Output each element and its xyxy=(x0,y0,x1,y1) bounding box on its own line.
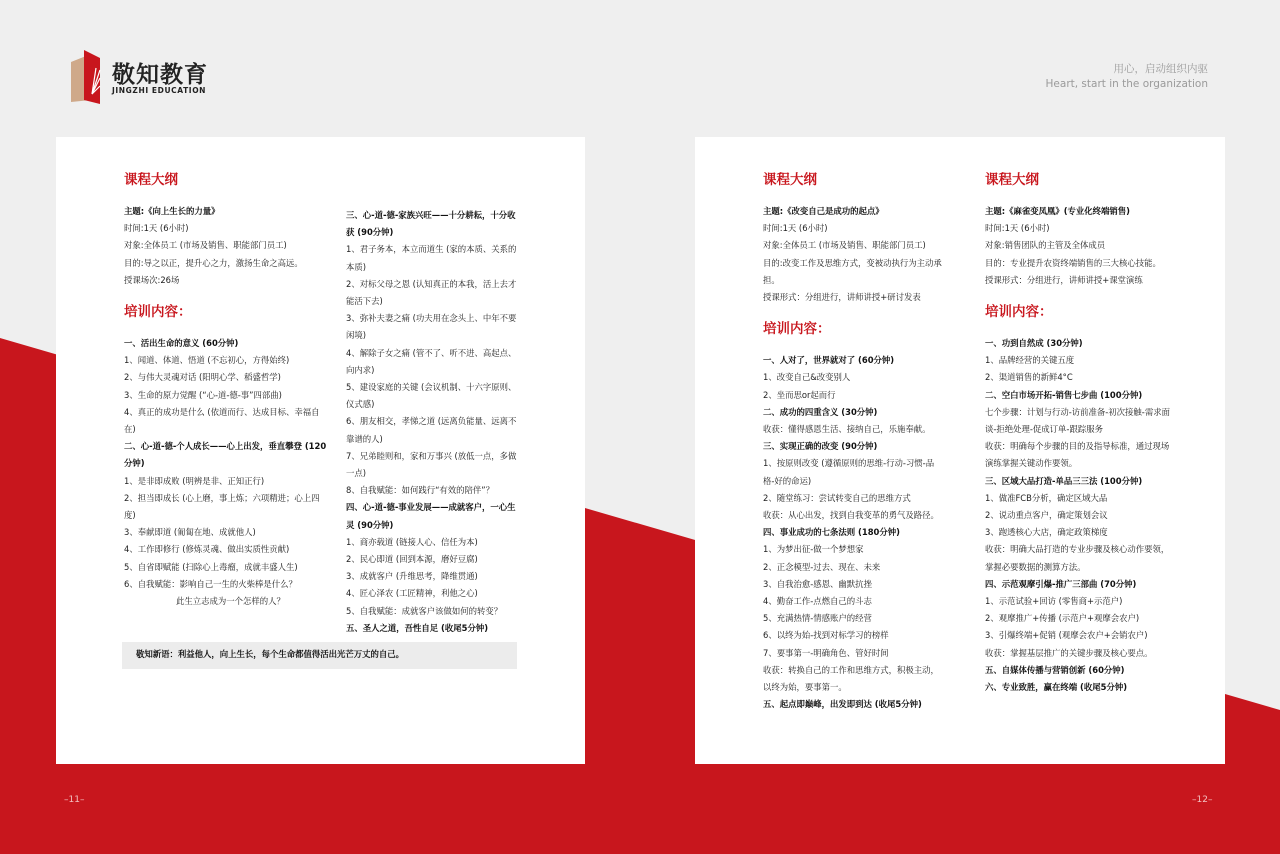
section-title: 四、示范观摩引爆-推广三部曲 (70分钟) xyxy=(985,578,1137,589)
course-outline-heading: 课程大纲 xyxy=(985,172,1039,188)
page-left xyxy=(56,137,585,764)
outline-line: 4、工作即修行 (修炼灵魂、做出实质性贡献) xyxy=(124,544,290,555)
right-col-1 xyxy=(763,171,943,713)
outline-line: 收获：懂得感恩生活、接纳自己，乐施奉献。 xyxy=(763,424,931,435)
outline-line: 1、是非即成败 (明辨是非、正知正行) xyxy=(124,475,265,486)
outline-line: 2、说动重点客户，确定策划会议 xyxy=(985,510,1108,521)
outline-line: 对象:全体员工 (市场及销售、职能部门员工) xyxy=(763,240,926,251)
section-title: 三、心-道-德-家族兴旺——十分耕耘，十分收获 (90分钟) xyxy=(346,210,516,238)
outline-line: 1、按原则改变 (遵循原则的思维-行动-习惯-品格-好的命运) xyxy=(763,458,935,486)
outline-line: 1、示范试验+回访 (零售商+示范户) xyxy=(985,596,1123,607)
quote-box xyxy=(122,642,517,669)
outline-line: 5、自我赋能：成就客户该做如何的转变？ xyxy=(346,605,503,616)
course-info xyxy=(985,203,1175,289)
outline-line: 收获：转换自己的工作和思维方式，积极主动，以终为始，要事第一。 xyxy=(763,664,939,693)
outline-line: 对象:销售团队的主管及全体成员 xyxy=(985,240,1106,251)
outline-line: 时间:1天 (6小时) xyxy=(124,223,189,234)
outline-line: 2、对标父母之恩 (认知真正的本我，活上去才能活下去) xyxy=(346,278,517,307)
section-title: 四、心-道-德-事业发展——成就客户，一心生灵 (90分钟) xyxy=(346,502,516,530)
outline-line: 3、奉献即道 (匍匐在地、成就他人) xyxy=(124,527,256,538)
brand-name-cn: 敬知教育 xyxy=(112,62,208,88)
section-title: 主题:《麻雀变凤凰》(专业化终端销售) xyxy=(985,206,1131,216)
outline-line: 收获：从心出发，找到自我变革的勇气及路径。 xyxy=(763,510,939,521)
section-title: 四、事业成功的七条法则 (180分钟) xyxy=(763,527,900,538)
outline-line: 7、兄弟睦则和，家和万事兴 (放低一点，多做一点) xyxy=(346,450,517,479)
left-col-2 xyxy=(346,207,520,637)
outline-line: 目的：专业提升农资终端销售的三大核心技能。 xyxy=(985,257,1161,268)
brand-name-en: JINGZHI EDUCATION xyxy=(112,86,207,95)
section-title: 一、活出生命的意义 (60分钟) xyxy=(124,338,239,349)
outline-line: 1、君子务本，本立而道生 (家的本质、关系的本质) xyxy=(346,244,517,272)
page-right xyxy=(695,137,1225,764)
quote-text: 敬知新语：利益他人，向上生长，每个生命都值得活出光芒万丈的自己。 xyxy=(136,649,404,659)
outline-line: 2、渠道销售的新鲜4°C xyxy=(985,372,1073,383)
outline-line: 4、勤奋工作-点燃自己的斗志 xyxy=(763,596,872,607)
outline-line: 目的:改变工作及思维方式，变被动执行为主动承担。 xyxy=(763,257,942,285)
slogan-en: Heart, start in the organization xyxy=(1045,78,1208,90)
outline-line: 7、要事第一-明确角色、管好时间 xyxy=(763,647,889,658)
section-title: 五、自媒体传播与营销创新 (60分钟) xyxy=(985,664,1125,675)
slogan-cn: 用心，启动组织内驱 xyxy=(1113,63,1208,75)
outline-line: 1、品牌经营的关键五度 xyxy=(985,355,1075,366)
outline-line: 3、成就客户 (升维思考，降维贯通) xyxy=(346,571,478,582)
outline-line: 2、坐而思or起而行 xyxy=(763,389,836,400)
outline-line: 3、生命的原力觉醒 (“心-道-德-事”四部曲) xyxy=(124,389,282,400)
outline-line: 1、商亦载道 (链接人心、信任为本) xyxy=(346,536,478,547)
slogan xyxy=(1046,62,1208,92)
section-title: 六、专业致胜，赢在终端 (收尾5分钟) xyxy=(985,682,1128,693)
left-col-1 xyxy=(124,171,329,610)
training-content-heading: 培训内容： xyxy=(763,321,831,338)
outline-line: 4、解除子女之痛 (管不了、听不进、高起点、向内求) xyxy=(346,347,517,375)
outline-line: 3、引爆终端+促销 (观摩会农户+会销农户) xyxy=(985,630,1148,641)
outline-line: 2、担当即成长 (心上磨，事上炼；六项精进；心上四度) xyxy=(124,492,320,521)
section-title: 五、起点即巅峰，出发即到达 (收尾5分钟) xyxy=(763,699,922,710)
outline-line: 8、自我赋能：如何践行“有效的陪伴”？ xyxy=(346,485,495,496)
outline-line: 授课形式：分组进行，讲师讲授+课堂演练 xyxy=(985,274,1143,285)
outline-line: 时间:1天 (6小时) xyxy=(763,223,828,234)
outline-line: 2、与伟大灵魂对话 (阳明心学、稻盛哲学) xyxy=(124,372,281,383)
outline-line: 收获：明确每个步骤的目的及指导标准，通过现场演练掌握关键动作要领。 xyxy=(985,441,1170,469)
outline-line: 5、充满热情-情感账户的经营 xyxy=(763,613,872,624)
outline-line: 6、朋友相交，孝悌之道 (远离负能量、远离不靠谱的人) xyxy=(346,416,517,444)
outline-line: 收获：掌握基层推广的关键步骤及核心要点。 xyxy=(985,647,1153,658)
course-outline-heading: 课程大纲 xyxy=(763,172,817,188)
outline-line: 3、弥补夫妻之痛 (功夫用在念头上、中年不要闲境) xyxy=(346,313,517,341)
outline-line: 4、真正的成功是什么 (依道而行、达成目标、幸福自在) xyxy=(124,406,320,435)
page-number-left: –11– xyxy=(64,795,85,805)
outline-line: 1、做准FCB分析，确定区域大品 xyxy=(985,492,1108,503)
section-title: 主题:《改变自己是成功的起点》 xyxy=(763,206,884,216)
outline-line: 3、自我治愈-感恩、幽默抗挫 xyxy=(763,578,872,589)
outline-line: 目的:导之以正，提升心之力，激扬生命之高远。 xyxy=(124,257,303,268)
section-title: 五、圣人之道，吾性自足 (收尾5分钟) xyxy=(346,622,489,633)
outline-line: 1、改变自己&改变别人 xyxy=(763,372,851,383)
outline-line: 1、闻道、体道、悟道 (不忘初心，方得始终) xyxy=(124,355,290,366)
outline-line: 收获：明确大品打造的专业步骤及核心动作要领，掌握必要数据的测算方法。 xyxy=(985,544,1170,572)
outline-line: 时间:1天 (6小时) xyxy=(985,223,1050,234)
outline-line: 授课形式：分组进行，讲师讲授+研讨发表 xyxy=(763,292,921,303)
outline-line: 此生立志成为一个怎样的人？ xyxy=(176,596,285,607)
outline-line: 5、建设家庭的关键 (会议机制、十六字原则、仪式感) xyxy=(346,382,517,410)
outline-line: 2、民心即道 (回到本源，磨好豆腐) xyxy=(346,554,478,565)
outline-line: 6、以终为始-找到对标学习的榜样 xyxy=(763,630,889,641)
training-content xyxy=(124,335,329,610)
outline-line: 2、随堂练习：尝试转变自己的思维方式 xyxy=(763,492,911,503)
outline-line: 1、为梦出征-做一个梦想家 xyxy=(763,544,864,555)
course-info xyxy=(124,203,329,289)
course-outline-heading: 课程大纲 xyxy=(124,172,178,188)
outline-line: 七个步骤：计划与行动-访前准备-初次接触-需求面谈-拒绝处理-促成订单-跟踪服务 xyxy=(985,406,1170,435)
page-number-right: –12– xyxy=(1192,795,1213,805)
section-title: 三、区域大品打造-单品三三法 (100分钟) xyxy=(985,475,1143,486)
outline-line: 2、观摩推广+传播 (示范户+观摩会农户) xyxy=(985,613,1140,624)
outline-line: 2、正念模型-过去、现在、未来 xyxy=(763,561,881,572)
section-title: 二、心-道-德-个人成长——心上出发，垂直攀登 (120分钟) xyxy=(124,441,327,469)
outline-line: 3、跑透核心大店，确定政策梯度 xyxy=(985,527,1108,538)
section-title: 一、人对了，世界就对了 (60分钟) xyxy=(763,355,895,366)
section-title: 二、成功的四重含义 (30分钟) xyxy=(763,406,878,417)
section-title: 二、空白市场开拓-销售七步曲 (100分钟) xyxy=(985,389,1143,400)
section-title: 三、实现正确的改变 (90分钟) xyxy=(763,441,878,452)
right-col-2 xyxy=(985,171,1175,696)
outline-line: 4、匠心泽农 (工匠精神，利他之心) xyxy=(346,588,478,599)
outline-line: 6、自我赋能：影响自己一生的火柴棒是什么？ xyxy=(124,578,297,589)
training-content-heading: 培训内容： xyxy=(985,304,1053,321)
section-title: 主题:《向上生长的力量》 xyxy=(124,206,220,216)
outline-line: 对象:全体员工 (市场及销售、职能部门员工) xyxy=(124,240,287,251)
outline-line: 5、自省即赋能 (扫除心上毒瘤，成就丰盛人生) xyxy=(124,561,298,572)
training-content xyxy=(985,335,1175,696)
course-info xyxy=(763,203,943,306)
section-title: 一、功到自然成 (30分钟) xyxy=(985,338,1083,349)
outline-line: 授课场次:26场 xyxy=(124,274,180,285)
training-content xyxy=(763,352,943,713)
training-content-heading: 培训内容： xyxy=(124,304,192,321)
